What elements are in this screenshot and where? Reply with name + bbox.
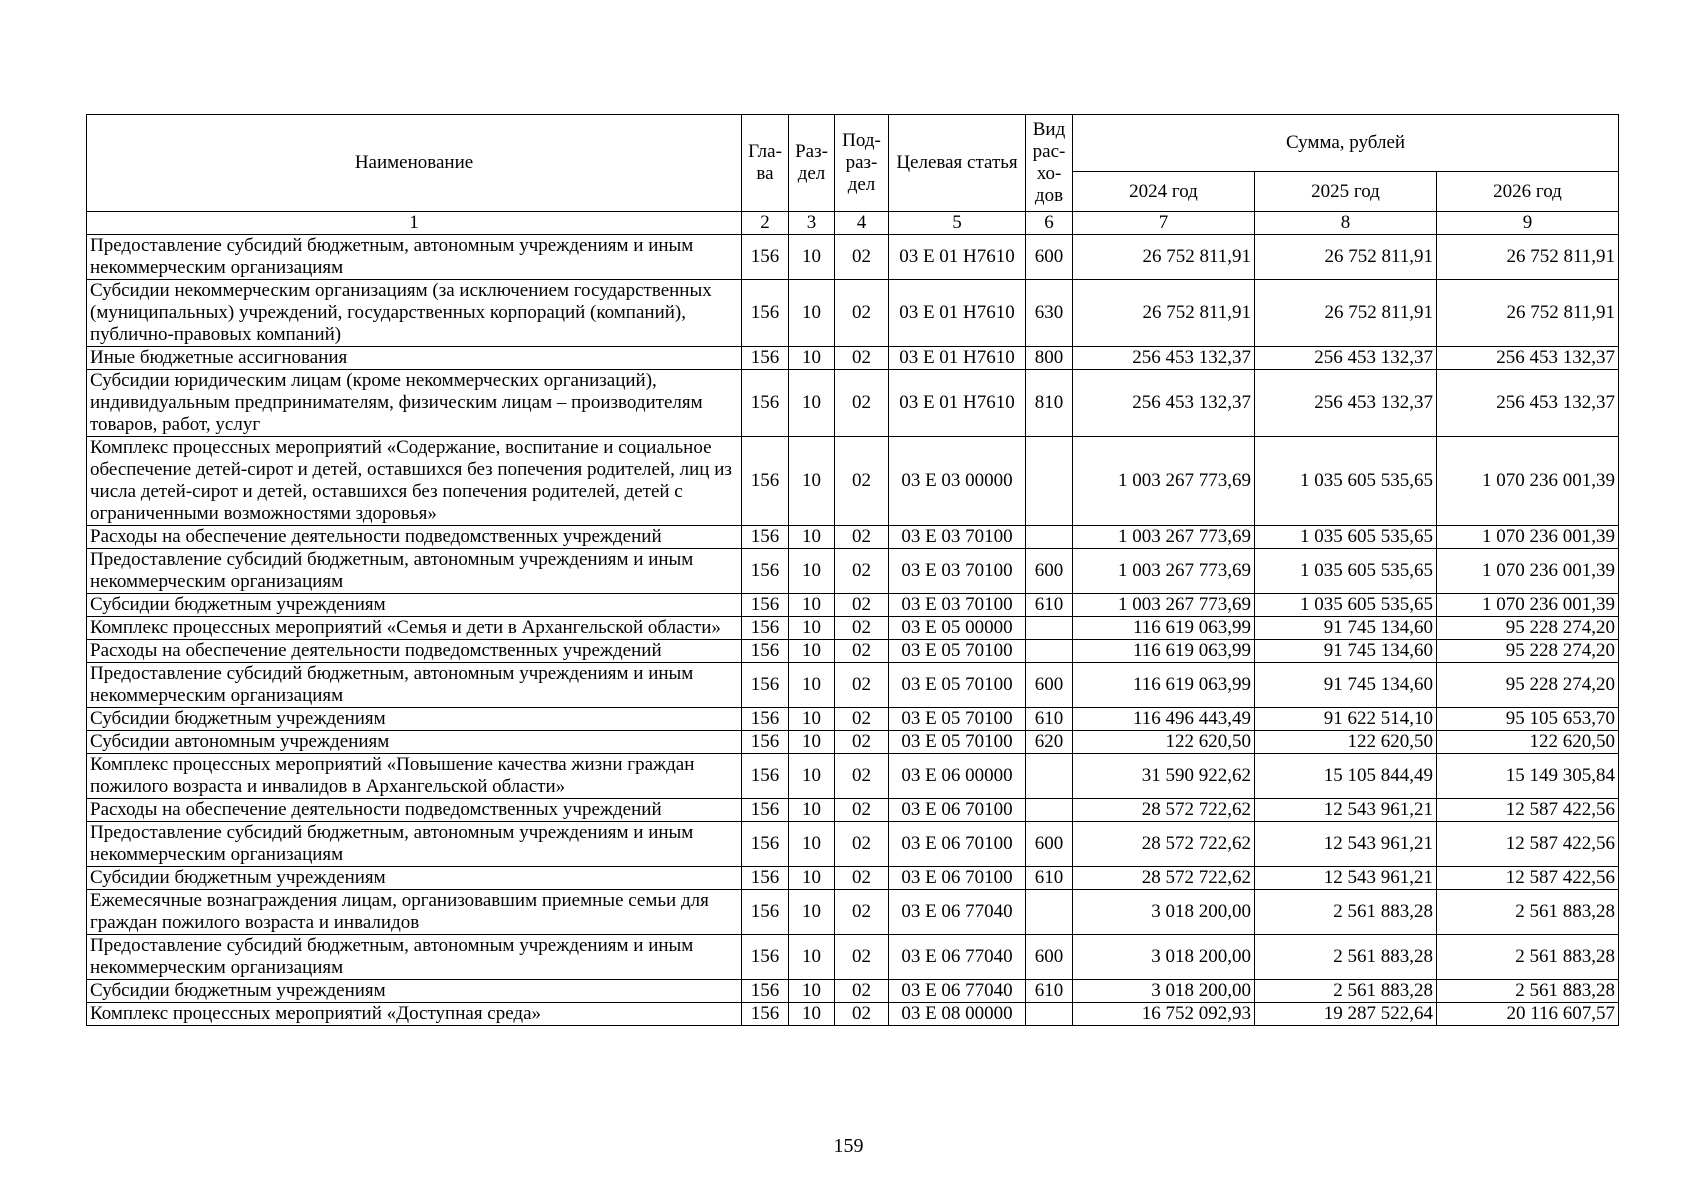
- row-name: Субсидии бюджетным учреждениям: [87, 594, 742, 617]
- column-number: 5: [889, 212, 1026, 235]
- table-row: [87, 731, 1619, 754]
- row-razdel: 10: [789, 731, 835, 754]
- row-glava: 156: [742, 594, 789, 617]
- row-target-article: 03 Е 01 Н7610: [889, 235, 1026, 280]
- row-target-article: 03 Е 06 70100: [889, 867, 1026, 890]
- row-razdel: 10: [789, 708, 835, 731]
- row-sum-2024: 28 572 722,62: [1073, 799, 1255, 822]
- row-sum-2024: 31 590 922,62: [1073, 754, 1255, 799]
- table-row: [87, 890, 1619, 935]
- row-expense-type: 610: [1026, 594, 1073, 617]
- row-glava: 156: [742, 822, 789, 867]
- budget-table: [86, 114, 1619, 1026]
- row-sum-2025: 1 035 605 535,65: [1255, 549, 1437, 594]
- row-sum-2026: 20 116 607,57: [1437, 1003, 1619, 1026]
- row-name: Комплекс процессных мероприятий «Повышение качества жизни граждан пожилого возраста и инвалидов в Архангельской области»: [87, 754, 742, 799]
- row-name: Предоставление субсидий бюджетным, автономным учреждениям и иным некоммерческим организациям: [87, 663, 742, 708]
- table-row: [87, 867, 1619, 890]
- row-name: Расходы на обеспечение деятельности подведомственных учреждений: [87, 640, 742, 663]
- row-expense-type: [1026, 1003, 1073, 1026]
- row-sum-2025: 91 745 134,60: [1255, 617, 1437, 640]
- table-row: [87, 549, 1619, 594]
- row-sum-2025: 15 105 844,49: [1255, 754, 1437, 799]
- row-podrazdel: 02: [835, 663, 889, 708]
- table-row: [87, 754, 1619, 799]
- table-row: [87, 280, 1619, 347]
- row-sum-2026: 1 070 236 001,39: [1437, 526, 1619, 549]
- row-sum-2026: 1 070 236 001,39: [1437, 437, 1619, 526]
- row-podrazdel: 02: [835, 708, 889, 731]
- row-name: Расходы на обеспечение деятельности подведомственных учреждений: [87, 526, 742, 549]
- row-glava: 156: [742, 526, 789, 549]
- row-sum-2026: 2 561 883,28: [1437, 980, 1619, 1003]
- row-sum-2024: 16 752 092,93: [1073, 1003, 1255, 1026]
- header-sum: Сумма, рублей: [1073, 115, 1619, 172]
- row-sum-2026: 2 561 883,28: [1437, 890, 1619, 935]
- row-target-article: 03 Е 01 Н7610: [889, 370, 1026, 437]
- row-name: Субсидии бюджетным учреждениям: [87, 708, 742, 731]
- table-row: [87, 370, 1619, 437]
- row-sum-2026: 15 149 305,84: [1437, 754, 1619, 799]
- column-number: 1: [87, 212, 742, 235]
- header-razdel: Раз-дел: [789, 115, 835, 212]
- column-number-row: [87, 212, 1619, 235]
- row-sum-2025: 256 453 132,37: [1255, 370, 1437, 437]
- row-podrazdel: 02: [835, 437, 889, 526]
- row-glava: 156: [742, 280, 789, 347]
- row-podrazdel: 02: [835, 822, 889, 867]
- row-sum-2026: 256 453 132,37: [1437, 347, 1619, 370]
- row-podrazdel: 02: [835, 347, 889, 370]
- table-row: [87, 935, 1619, 980]
- row-sum-2024: 28 572 722,62: [1073, 867, 1255, 890]
- column-number: 4: [835, 212, 889, 235]
- row-sum-2024: 1 003 267 773,69: [1073, 594, 1255, 617]
- row-sum-2025: 26 752 811,91: [1255, 235, 1437, 280]
- row-sum-2025: 2 561 883,28: [1255, 980, 1437, 1003]
- row-sum-2026: 1 070 236 001,39: [1437, 549, 1619, 594]
- row-glava: 156: [742, 935, 789, 980]
- row-sum-2026: 256 453 132,37: [1437, 370, 1619, 437]
- row-expense-type: 610: [1026, 708, 1073, 731]
- row-sum-2024: 116 619 063,99: [1073, 663, 1255, 708]
- row-sum-2026: 12 587 422,56: [1437, 822, 1619, 867]
- column-number: 2: [742, 212, 789, 235]
- table-row: [87, 617, 1619, 640]
- row-razdel: 10: [789, 437, 835, 526]
- row-target-article: 03 Е 06 00000: [889, 754, 1026, 799]
- row-sum-2024: 1 003 267 773,69: [1073, 549, 1255, 594]
- row-name: Субсидии юридическим лицам (кроме некоммерческих организаций), индивидуальным предпринимателям, физическим лицам – производителям товаров, работ, услуг: [87, 370, 742, 437]
- row-podrazdel: 02: [835, 935, 889, 980]
- table-row: [87, 526, 1619, 549]
- row-sum-2025: 1 035 605 535,65: [1255, 437, 1437, 526]
- row-podrazdel: 02: [835, 549, 889, 594]
- row-sum-2024: 1 003 267 773,69: [1073, 526, 1255, 549]
- table-row: [87, 799, 1619, 822]
- row-expense-type: [1026, 640, 1073, 663]
- row-glava: 156: [742, 617, 789, 640]
- row-sum-2024: 3 018 200,00: [1073, 935, 1255, 980]
- row-podrazdel: 02: [835, 980, 889, 1003]
- row-sum-2026: 95 105 653,70: [1437, 708, 1619, 731]
- row-razdel: 10: [789, 370, 835, 437]
- header-year-2025: 2025 год: [1255, 172, 1437, 212]
- row-sum-2025: 91 745 134,60: [1255, 640, 1437, 663]
- row-sum-2025: 1 035 605 535,65: [1255, 594, 1437, 617]
- row-sum-2024: 28 572 722,62: [1073, 822, 1255, 867]
- header-target-article: Целевая статья: [889, 115, 1026, 212]
- row-sum-2025: 256 453 132,37: [1255, 347, 1437, 370]
- row-name: Предоставление субсидий бюджетным, автономным учреждениям и иным некоммерческим организациям: [87, 549, 742, 594]
- table-row: [87, 663, 1619, 708]
- row-expense-type: 600: [1026, 663, 1073, 708]
- header-name: Наименование: [87, 115, 742, 212]
- row-sum-2024: 26 752 811,91: [1073, 280, 1255, 347]
- row-name: Предоставление субсидий бюджетным, автономным учреждениям и иным некоммерческим организациям: [87, 822, 742, 867]
- row-razdel: 10: [789, 280, 835, 347]
- row-target-article: 03 Е 05 70100: [889, 708, 1026, 731]
- row-sum-2026: 12 587 422,56: [1437, 799, 1619, 822]
- row-glava: 156: [742, 370, 789, 437]
- row-glava: 156: [742, 708, 789, 731]
- row-glava: 156: [742, 235, 789, 280]
- row-sum-2026: 1 070 236 001,39: [1437, 594, 1619, 617]
- row-podrazdel: 02: [835, 235, 889, 280]
- row-sum-2025: 12 543 961,21: [1255, 867, 1437, 890]
- row-glava: 156: [742, 754, 789, 799]
- row-expense-type: 800: [1026, 347, 1073, 370]
- column-number: 3: [789, 212, 835, 235]
- row-sum-2024: 116 619 063,99: [1073, 617, 1255, 640]
- row-sum-2024: 1 003 267 773,69: [1073, 437, 1255, 526]
- table-body: [87, 235, 1619, 1026]
- row-razdel: 10: [789, 867, 835, 890]
- row-podrazdel: 02: [835, 731, 889, 754]
- row-razdel: 10: [789, 890, 835, 935]
- table-row: [87, 822, 1619, 867]
- row-glava: 156: [742, 890, 789, 935]
- row-razdel: 10: [789, 1003, 835, 1026]
- header-expense-type: Вид рас-хо-дов: [1026, 115, 1073, 212]
- row-podrazdel: 02: [835, 1003, 889, 1026]
- row-expense-type: 610: [1026, 867, 1073, 890]
- row-razdel: 10: [789, 980, 835, 1003]
- row-sum-2025: 91 622 514,10: [1255, 708, 1437, 731]
- row-glava: 156: [742, 731, 789, 754]
- row-expense-type: 600: [1026, 549, 1073, 594]
- row-name: Субсидии бюджетным учреждениям: [87, 867, 742, 890]
- header-glava: Гла-ва: [742, 115, 789, 212]
- row-name: Ежемесячные вознаграждения лицам, организовавшим приемные семьи для граждан пожилого возраста и инвалидов: [87, 890, 742, 935]
- row-name: Субсидии бюджетным учреждениям: [87, 980, 742, 1003]
- row-expense-type: 810: [1026, 370, 1073, 437]
- row-razdel: 10: [789, 663, 835, 708]
- row-sum-2025: 91 745 134,60: [1255, 663, 1437, 708]
- row-podrazdel: 02: [835, 526, 889, 549]
- row-sum-2025: 122 620,50: [1255, 731, 1437, 754]
- row-target-article: 03 Е 05 70100: [889, 663, 1026, 708]
- row-target-article: 03 Е 05 00000: [889, 617, 1026, 640]
- row-glava: 156: [742, 799, 789, 822]
- row-glava: 156: [742, 437, 789, 526]
- row-glava: 156: [742, 867, 789, 890]
- row-glava: 156: [742, 980, 789, 1003]
- row-sum-2024: 26 752 811,91: [1073, 235, 1255, 280]
- row-sum-2026: 26 752 811,91: [1437, 235, 1619, 280]
- row-target-article: 03 Е 03 70100: [889, 594, 1026, 617]
- row-name: Предоставление субсидий бюджетным, автономным учреждениям и иным некоммерческим организациям: [87, 935, 742, 980]
- row-expense-type: [1026, 754, 1073, 799]
- row-sum-2025: 2 561 883,28: [1255, 890, 1437, 935]
- row-podrazdel: 02: [835, 280, 889, 347]
- row-razdel: 10: [789, 235, 835, 280]
- row-podrazdel: 02: [835, 799, 889, 822]
- row-name: Субсидии некоммерческим организациям (за исключением государственных (муниципальных) учреждений, государственных корпораций (компаний), публично-правовых компаний): [87, 280, 742, 347]
- row-razdel: 10: [789, 526, 835, 549]
- row-sum-2026: 26 752 811,91: [1437, 280, 1619, 347]
- row-sum-2026: 122 620,50: [1437, 731, 1619, 754]
- row-glava: 156: [742, 549, 789, 594]
- row-expense-type: 600: [1026, 235, 1073, 280]
- row-sum-2025: 1 035 605 535,65: [1255, 526, 1437, 549]
- row-podrazdel: 02: [835, 867, 889, 890]
- row-target-article: 03 Е 01 Н7610: [889, 347, 1026, 370]
- row-sum-2024: 256 453 132,37: [1073, 370, 1255, 437]
- table-row: [87, 437, 1619, 526]
- row-target-article: 03 Е 05 70100: [889, 731, 1026, 754]
- row-sum-2024: 256 453 132,37: [1073, 347, 1255, 370]
- row-razdel: 10: [789, 935, 835, 980]
- row-target-article: 03 Е 05 70100: [889, 640, 1026, 663]
- page-number: 159: [833, 1135, 864, 1157]
- row-razdel: 10: [789, 799, 835, 822]
- table-row: [87, 708, 1619, 731]
- row-razdel: 10: [789, 640, 835, 663]
- row-sum-2024: 116 496 443,49: [1073, 708, 1255, 731]
- row-name: Комплекс процессных мероприятий «Семья и дети в Архангельской области»: [87, 617, 742, 640]
- row-razdel: 10: [789, 822, 835, 867]
- row-expense-type: [1026, 526, 1073, 549]
- row-sum-2024: 3 018 200,00: [1073, 890, 1255, 935]
- row-expense-type: [1026, 890, 1073, 935]
- row-sum-2025: 2 561 883,28: [1255, 935, 1437, 980]
- column-number: 8: [1255, 212, 1437, 235]
- row-target-article: 03 Е 03 70100: [889, 549, 1026, 594]
- row-sum-2025: 12 543 961,21: [1255, 799, 1437, 822]
- row-podrazdel: 02: [835, 370, 889, 437]
- row-expense-type: [1026, 617, 1073, 640]
- row-sum-2026: 95 228 274,20: [1437, 663, 1619, 708]
- table-row: [87, 347, 1619, 370]
- row-target-article: 03 Е 06 70100: [889, 799, 1026, 822]
- row-razdel: 10: [789, 549, 835, 594]
- row-razdel: 10: [789, 347, 835, 370]
- table-row: [87, 594, 1619, 617]
- row-expense-type: 600: [1026, 935, 1073, 980]
- row-target-article: 03 Е 03 00000: [889, 437, 1026, 526]
- row-podrazdel: 02: [835, 640, 889, 663]
- row-expense-type: 600: [1026, 822, 1073, 867]
- row-target-article: 03 Е 06 77040: [889, 980, 1026, 1003]
- row-sum-2026: 2 561 883,28: [1437, 935, 1619, 980]
- row-expense-type: 630: [1026, 280, 1073, 347]
- row-sum-2025: 12 543 961,21: [1255, 822, 1437, 867]
- row-target-article: 03 Е 06 77040: [889, 890, 1026, 935]
- row-podrazdel: 02: [835, 617, 889, 640]
- row-expense-type: 610: [1026, 980, 1073, 1003]
- row-target-article: 03 Е 01 Н7610: [889, 280, 1026, 347]
- row-target-article: 03 Е 03 70100: [889, 526, 1026, 549]
- row-sum-2024: 122 620,50: [1073, 731, 1255, 754]
- row-name: Иные бюджетные ассигнования: [87, 347, 742, 370]
- row-razdel: 10: [789, 594, 835, 617]
- row-podrazdel: 02: [835, 754, 889, 799]
- row-name: Субсидии автономным учреждениям: [87, 731, 742, 754]
- table-row: [87, 980, 1619, 1003]
- header-year-2026: 2026 год: [1437, 172, 1619, 212]
- row-sum-2024: 116 619 063,99: [1073, 640, 1255, 663]
- row-razdel: 10: [789, 617, 835, 640]
- row-expense-type: [1026, 799, 1073, 822]
- column-number: 7: [1073, 212, 1255, 235]
- header-podrazdel: Под-раз-дел: [835, 115, 889, 212]
- column-number: 6: [1026, 212, 1073, 235]
- table-row: [87, 1003, 1619, 1026]
- row-sum-2025: 19 287 522,64: [1255, 1003, 1437, 1026]
- row-target-article: 03 Е 06 70100: [889, 822, 1026, 867]
- table-row: [87, 235, 1619, 280]
- row-glava: 156: [742, 663, 789, 708]
- row-name: Комплекс процессных мероприятий «Содержание, воспитание и социальное обеспечение детей-сирот и детей, оставшихся без попечения родителей, лиц из числа детей-сирот и детей, оставшихся без попечения родителей, детей с ограниченными возможностями здоровья»: [87, 437, 742, 526]
- header-year-2024: 2024 год: [1073, 172, 1255, 212]
- row-name: Расходы на обеспечение деятельности подведомственных учреждений: [87, 799, 742, 822]
- row-sum-2026: 95 228 274,20: [1437, 617, 1619, 640]
- row-podrazdel: 02: [835, 890, 889, 935]
- row-sum-2026: 95 228 274,20: [1437, 640, 1619, 663]
- table-row: [87, 640, 1619, 663]
- row-glava: 156: [742, 640, 789, 663]
- column-number: 9: [1437, 212, 1619, 235]
- row-expense-type: [1026, 437, 1073, 526]
- row-podrazdel: 02: [835, 594, 889, 617]
- row-sum-2024: 3 018 200,00: [1073, 980, 1255, 1003]
- row-sum-2025: 26 752 811,91: [1255, 280, 1437, 347]
- row-name: Комплекс процессных мероприятий «Доступная среда»: [87, 1003, 742, 1026]
- row-sum-2026: 12 587 422,56: [1437, 867, 1619, 890]
- row-razdel: 10: [789, 754, 835, 799]
- row-expense-type: 620: [1026, 731, 1073, 754]
- row-target-article: 03 Е 08 00000: [889, 1003, 1026, 1026]
- row-name: Предоставление субсидий бюджетным, автономным учреждениям и иным некоммерческим организациям: [87, 235, 742, 280]
- row-glava: 156: [742, 347, 789, 370]
- row-target-article: 03 Е 06 77040: [889, 935, 1026, 980]
- row-glava: 156: [742, 1003, 789, 1026]
